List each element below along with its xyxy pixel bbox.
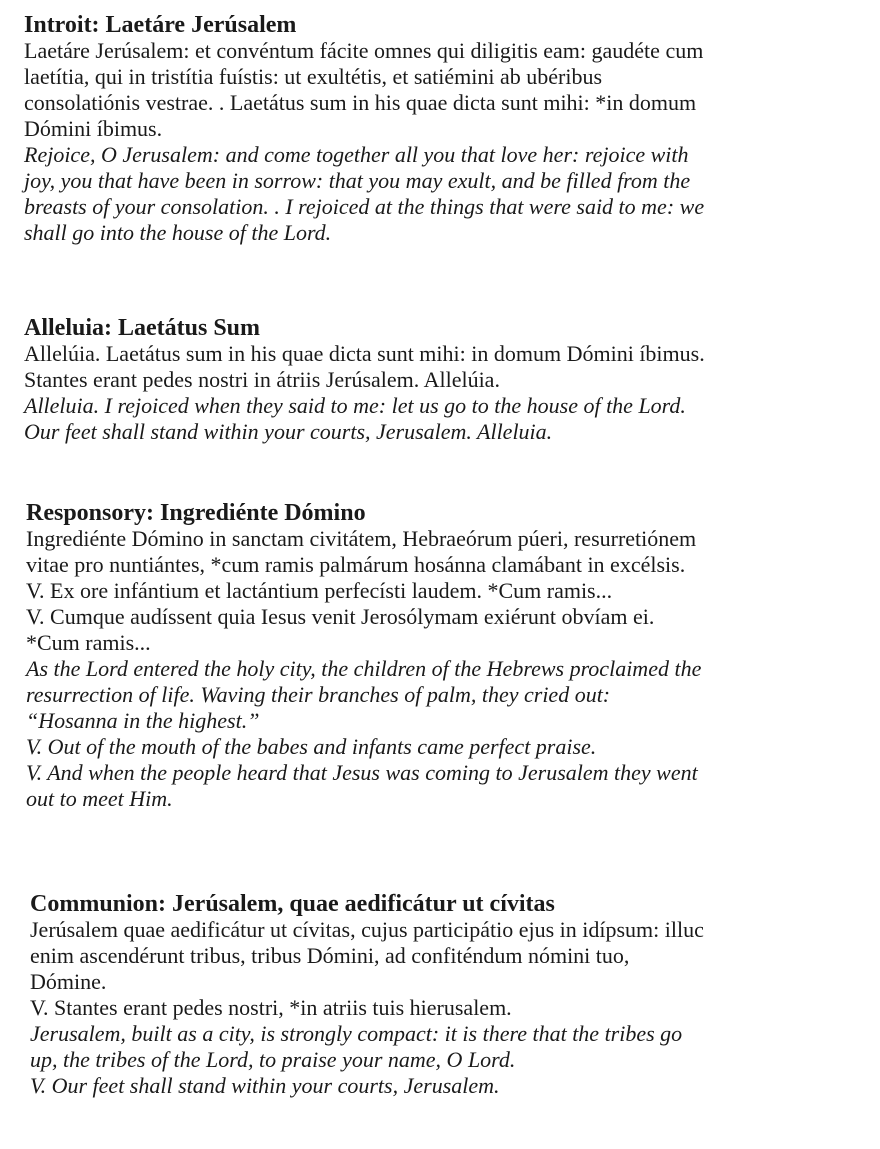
latin-text	[26, 526, 701, 656]
english-translation	[26, 656, 701, 812]
section-heading: Responsory: Ingrediénte Dómino	[26, 500, 366, 526]
text-line: “Hosanna in the highest.”	[26, 708, 260, 733]
text-line: vitae pro nuntiántes, *cum ramis palmárum hosánna clamábant in excélsis.	[26, 552, 686, 577]
section-heading: Introit: Laetáre Jerúsalem	[24, 12, 297, 38]
section-introit	[24, 12, 704, 246]
text-line: V. Cumque audíssent quia Iesus venit Jerosólymam exiérunt obvíam ei.	[26, 604, 655, 629]
text-line: breasts of your consolation. . I rejoiced at the things that were said to me: we	[24, 194, 705, 219]
text-line: V. Out of the mouth of the babes and infants came perfect praise.	[26, 734, 597, 759]
text-line: V. Stantes erant pedes nostri, *in atriis tuis hierusalem.	[30, 995, 512, 1020]
text-line: joy, you that have been in sorrow: that you may exult, and be filled from the	[24, 168, 691, 193]
text-line: Stantes erant pedes nostri in átriis Jerúsalem. Allelúia.	[24, 367, 500, 392]
text-line: V. Our feet shall stand within your courts, Jerusalem.	[30, 1073, 500, 1098]
text-line: Jerúsalem quae aedificátur ut cívitas, cujus participátio ejus in idípsum: illuc	[30, 917, 704, 942]
text-line: Jerusalem, built as a city, is strongly compact: it is there that the tribes go	[30, 1021, 683, 1046]
english-translation	[30, 1021, 704, 1099]
section-heading: Communion: Jerúsalem, quae aedificátur ut cívitas	[30, 891, 555, 917]
text-line: *Cum ramis...	[26, 630, 151, 655]
section-heading: Alleluia: Laetátus Sum	[24, 315, 261, 341]
text-line: Ingrediénte Dómino in sanctam civitátem, Hebraeórum púeri, resurretiónem	[26, 526, 697, 551]
text-line: V. Ex ore infántium et lactántium perfecísti laudem. *Cum ramis...	[26, 578, 613, 603]
text-line: As the Lord entered the holy city, the children of the Hebrews proclaimed the	[26, 656, 702, 681]
text-line: Dómini íbimus.	[24, 116, 163, 141]
text-line: Dómine.	[30, 969, 107, 994]
latin-text	[24, 341, 705, 393]
section-alleluia	[24, 315, 705, 445]
latin-text	[30, 917, 704, 1021]
text-line: enim ascendérunt tribus, tribus Dómini, ad confiténdum nómini tuo,	[30, 943, 630, 968]
text-line: laetítia, qui in tristítia fuístis: ut exultétis, et satiémini ab ubéribus	[24, 64, 603, 89]
text-line: Laetáre Jerúsalem: et convéntum fácite omnes qui diligitis eam: gaudéte cum	[24, 38, 704, 63]
section-communion	[30, 891, 704, 1099]
section-responsory	[26, 500, 701, 812]
text-line: Allelúia. Laetátus sum in his quae dicta sunt mihi: in domum Dómini íbimus.	[24, 341, 705, 366]
text-line: Rejoice, O Jerusalem: and come together all you that love her: rejoice with	[24, 142, 689, 167]
latin-text	[24, 38, 704, 142]
text-line: out to meet Him.	[26, 786, 173, 811]
english-translation	[24, 393, 705, 445]
text-line: Our feet shall stand within your courts, Jerusalem. Alleluia.	[24, 419, 553, 444]
text-line: up, the tribes of the Lord, to praise your name, O Lord.	[30, 1047, 516, 1072]
english-translation	[24, 142, 704, 246]
text-line: shall go into the house of the Lord.	[24, 220, 332, 245]
text-line: resurrection of life. Waving their branches of palm, they cried out:	[26, 682, 611, 707]
text-line: V. And when the people heard that Jesus was coming to Jerusalem they went	[26, 760, 698, 785]
text-line: Alleluia. I rejoiced when they said to me: let us go to the house of the Lord.	[24, 393, 686, 418]
text-line: consolatiónis vestrae. . Laetátus sum in his quae dicta sunt mihi: *in domum	[24, 90, 697, 115]
